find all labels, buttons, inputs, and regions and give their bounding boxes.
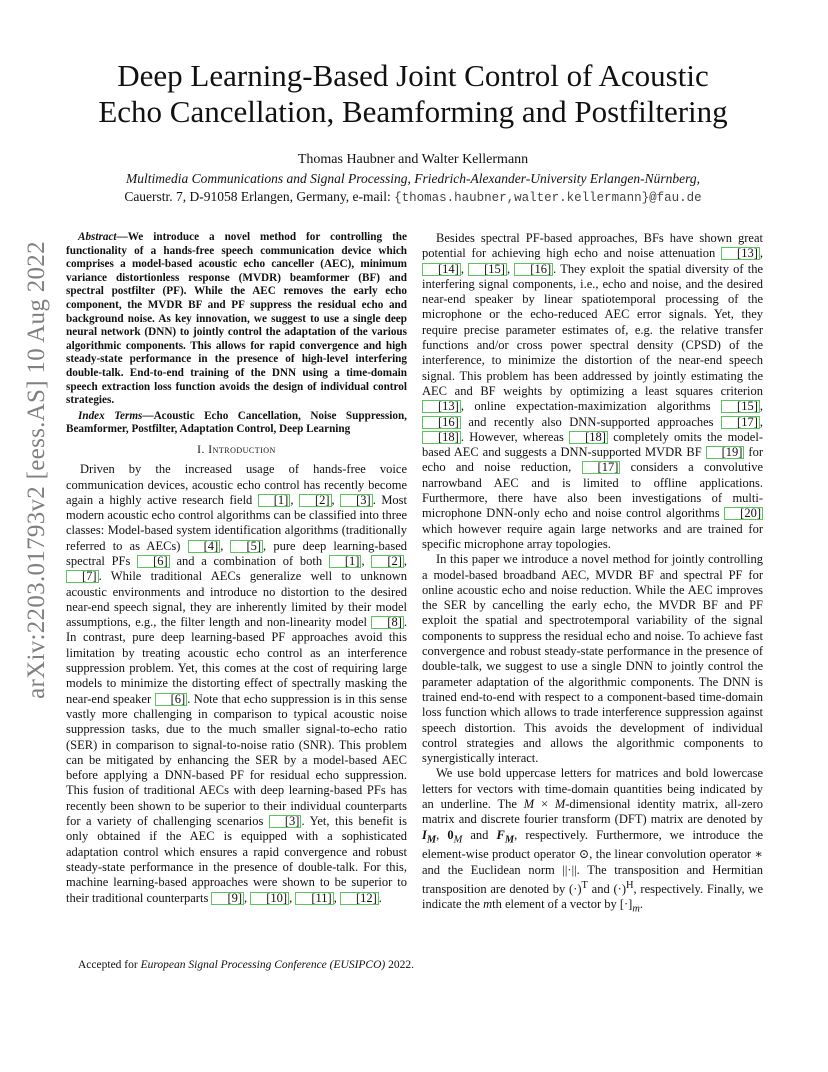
- address-prefix: Cauerstr. 7, D-91058 Erlangen, Germany, e-mail:: [124, 189, 395, 204]
- footnote-prefix: Accepted for: [78, 959, 141, 971]
- intro-paragraph-2: Besides spectral PF-based approaches, BFs have shown great potential for achieving high echo and noise attenuation [13] , [14] , [15] , [16] . They exploit the spatial diversity of the interfering signal components, i.e., echo and noise, and the desired near-end speaker by linear spatiotemporal processing of the microphone or the echo-reduced AEC error signals. Yet, they require precise parameter estimates of, e.g. the relative transfer functions and/or cross power spectral density (CPSD) of the interference, to minimize the distortion of the near-end speech signal. This problem has been addressed by jointly estimating the AEC and BF weights by optimizing a least squares criterion [13] , online expectation-maximization algorithms [15] , [16] and recently also DNN-supported approaches [17] , [18] . However, whereas [18] completely omits the model-based AEC and suggests a DNN-supported MVDR BF [19] for echo and noise reduction, [17] considers a convolutive narrowband AEC and is limited to offline applications. Furthermore, there have also been investigations of multi-microphone DNN-only echo and noise control algorithms [20] which however require again large networks and are trained for specific microphone array topologies.: [422, 231, 764, 551]
- title-line-1: Deep Learning-Based Joint Control of Acoustic: [117, 58, 709, 93]
- footnote: [78, 959, 414, 971]
- intro-paragraph-1: Driven by the increased usage of hands-free voice communication devices, acoustic echo control has recently become again a highly active research field [1] , [2] , [3] . Most modern acoustic echo control algorithms can be classified into three classes: Model-based system identification algorithms (traditionally referred to as AECs) [4] , [5] , pure deep learning-based spectral PFs [6] and a combination of both [1] , [2] , [7] . While traditional AECs generalize well to unknown acoustic environments and introduce no distortion to the desired near-end speech signal, they are inherently limited by their model assumptions, e.g., the filter length and non-linearity model [8] . In contrast, pure deep learning-based PF approaches avoid this limitation by treating acoustic echo control as an interference suppression problem. Yet, this comes at the cost of requiring large models to minimize the distorting effect of spectrally masking the near-end speaker [6] . Note that echo suppression is in this sense vastly more challenging in comparison to typical acoustic noise suppression tasks, due to the much smaller signal-to-echo ratio (SER) in comparison to signal-to-noise ratio (SNR). This problem can be mitigated by enhancing the SER by a model-based AEC before applying a DNN-based PF for residual echo suppression. This fusion of traditional AECs with deep learning-based PFs has recently been shown to be superior to their individual counterparts for a variety of challenging scenarios [3] . Yet, this benefit is only obtained if the AEC is equipped with a sophisticated adaptation control which ensures a rapid convergence and robust steady-state performance in the presence of double-talk. For this, machine learning-based approaches were shown to be superior to their traditional counterparts [9] , [10] , [11] , [12] .: [66, 462, 408, 905]
- citation-link[interactable]: [2]: [371, 555, 404, 568]
- citation-link[interactable]: [18]: [569, 431, 608, 444]
- citation-link[interactable]: [19]: [706, 446, 745, 459]
- citation-link[interactable]: [10]: [250, 892, 289, 905]
- citation-link[interactable]: [11]: [295, 892, 333, 905]
- citation-link[interactable]: [2]: [299, 494, 332, 507]
- paper-title: [60, 58, 766, 130]
- citation-link[interactable]: [20]: [724, 507, 763, 520]
- citation-link[interactable]: [16]: [514, 263, 553, 276]
- right-column: [422, 231, 763, 917]
- citation-link[interactable]: [14]: [422, 263, 461, 276]
- citation-link[interactable]: [5]: [230, 540, 263, 553]
- authors: Thomas Haubner and Walter Kellermann: [297, 152, 529, 167]
- citation-link[interactable]: [8]: [371, 616, 404, 629]
- citation-link[interactable]: [1]: [258, 494, 291, 507]
- address-line: [60, 189, 766, 205]
- intro-paragraph-4: We use bold uppercase letters for matrices and bold lowercase letters for vectors with time-domain quantities being indicated by an underline. The M × M-dimensional identity matrix, all-zero matrix and discrete fourier transform (DFT) matrix are denoted by $I_M$, $0_M$ and $F_M$, respectively. Furthermore, we introduce the element-wise product operator ⊙, the linear convolution operator ∗ and the Euclidean norm ||·||. The transposition and Hermitian transposition are denoted by $(\cdot)^T$ and $(\cdot)^H$, respectively. Finally, we indicate the mth element of a vector by $[\cdot]_m$.: [422, 766, 764, 915]
- abstract-text: —We introduce a novel method for controlling the functionality of a hands-free speech communication device which comprises a model-based acoustic echo canceller (AEC), minimum variance distortionless response (MVDR) beamformer (BF) and spectral postfilter (PF). While the AEC removes the early echo component, the MVDR BF and PF suppress the residual echo and background noise. As key innovation, we suggest to use a single deep neural network (DNN) to jointly control the adaptation of the various algorithmic components. This allows for rapid convergence and high steady-state performance in the presence of high-level interfering double-talk. End-to-end training of the DNN using a time-domain speech extraction loss function avoids the design of individual control strategies.: [66, 231, 407, 407]
- footnote-venue: European Signal Processing Conference (EUSIPCO): [140, 959, 386, 971]
- abstract-label: Abstract: [78, 231, 117, 243]
- citation-link[interactable]: [15]: [468, 263, 507, 276]
- citation-link[interactable]: [3]: [340, 494, 373, 507]
- section-heading-introduction: I. Introduction: [197, 443, 276, 456]
- citation-link[interactable]: [12]: [340, 892, 379, 905]
- index-terms-text: —Acoustic Echo Cancellation, Noise Suppression, Beamformer, Postfilter, Adaptation Control, Deep Learning: [66, 409, 407, 436]
- intro-paragraph-3: In this paper we introduce a novel method for jointly controlling a model-based broadband AEC, MVDR BF and spectral PF for online acoustic echo and noise reduction. While the AEC improves the SER by cancelling the early echo, the MVDR BF and PF exploit the spatial and spectrotemporal variability of the signal components to suppress the residual echo and noise. To achieve fast convergence and robust steady-state performance in the presence of double-talk, we suggest to use a single DNN to jointly control the parameter adaptation of the algorithmic components. The DNN is trained end-to-end with respect to a component-based time-domain loss function which allows to trade interference suppression against speech distortion. This avoids the development of individual control strategies and allows the algorithmic components to synergistically interact.: [422, 552, 763, 766]
- citation-link[interactable]: [18]: [422, 431, 461, 444]
- citation-link[interactable]: [6]: [137, 555, 170, 568]
- citation-link[interactable]: [13]: [721, 247, 760, 260]
- footnote-year: 2022.: [385, 959, 414, 971]
- citation-link[interactable]: [6]: [155, 693, 188, 706]
- title-line-2: Echo Cancellation, Beamforming and Postfiltering: [98, 94, 728, 129]
- citation-link[interactable]: [16]: [422, 416, 461, 429]
- citation-link[interactable]: [9]: [211, 892, 244, 905]
- citation-link[interactable]: [13]: [422, 400, 461, 413]
- email-address[interactable]: {thomas.haubner,walter.kellermann}@fau.de: [394, 191, 702, 205]
- citation-link[interactable]: [7]: [66, 570, 99, 583]
- left-column: [66, 231, 407, 906]
- citation-link[interactable]: [3]: [269, 815, 302, 828]
- affiliation: Multimedia Communications and Signal Processing, Friedrich-Alexander-University Erlangen-Nürnberg,: [126, 171, 700, 186]
- arxiv-id-text: arXiv:2203.01793v2 [eess.AS] 10 Aug 2022: [23, 241, 50, 699]
- citation-link[interactable]: [15]: [721, 400, 760, 413]
- citation-link[interactable]: [17]: [582, 461, 621, 474]
- citation-link[interactable]: [17]: [721, 416, 760, 429]
- citation-link[interactable]: [4]: [188, 540, 221, 553]
- citation-link[interactable]: [1]: [329, 555, 362, 568]
- abstract: [66, 231, 407, 408]
- index-terms: [66, 410, 407, 437]
- index-terms-label: Index Terms: [78, 409, 143, 422]
- arxiv-identifier: [14, 241, 60, 699]
